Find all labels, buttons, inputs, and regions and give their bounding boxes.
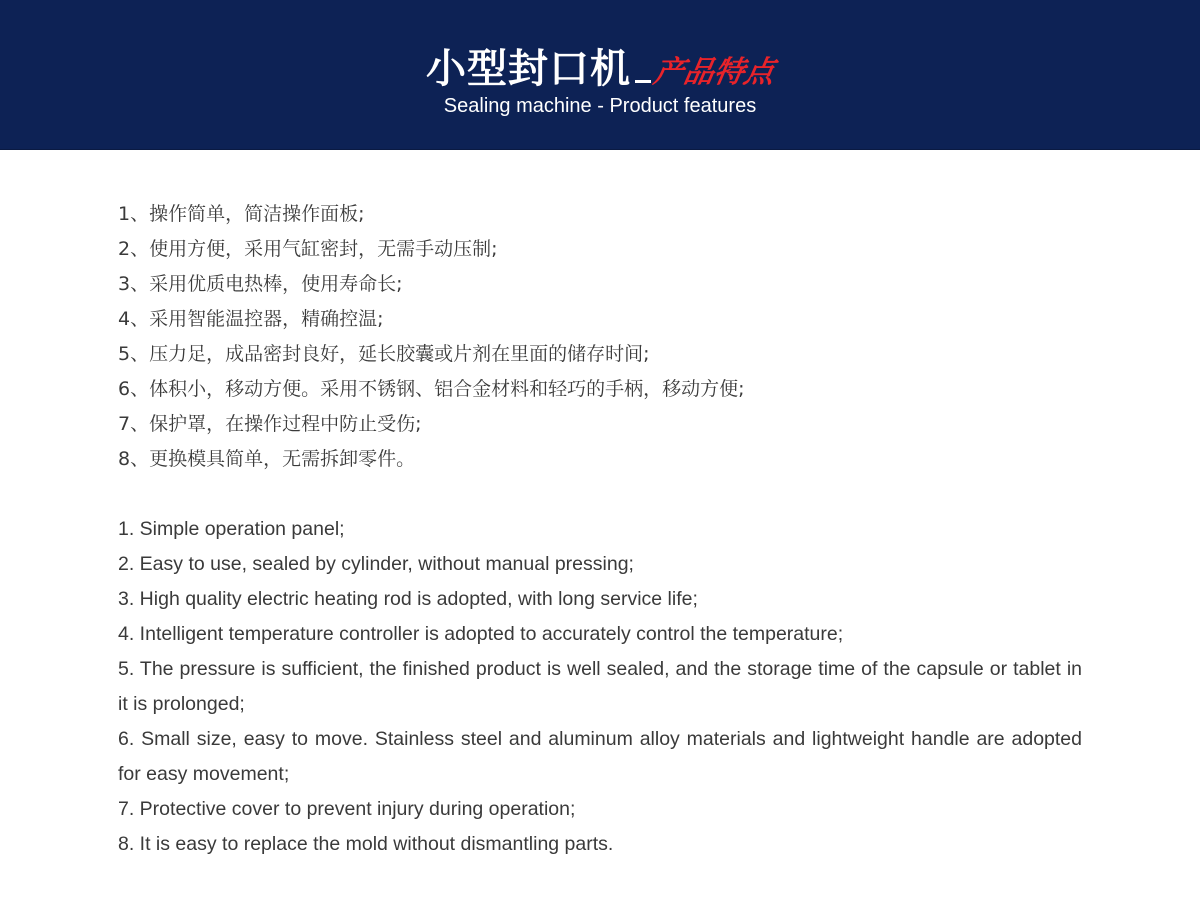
- feature-cn-1: 1、操作简单，简洁操作面板;: [118, 203, 365, 225]
- feature-en-4: 4. Intelligent temperature controller is adopted to accurately control the temperature;: [118, 623, 844, 645]
- feature-en-8: 8. It is easy to replace the mold without dismantling parts.: [118, 833, 614, 855]
- feature-cn-7: 7、保护罩，在操作过程中防止受伤;: [118, 413, 422, 435]
- feature-cn-6: 6、体积小，移动方便。采用不锈钢、铝合金材料和轻巧的手柄，移动方便;: [118, 378, 745, 400]
- feature-en-6: 6. Small size, easy to move. Stainless steel and aluminum alloy materials and lightweight handle are adopted for easy movement;: [118, 728, 1082, 785]
- feature-en-3: 3. High quality electric heating rod is adopted, with long service life;: [118, 588, 698, 610]
- features-content: [118, 197, 1082, 862]
- feature-en-1: 1. Simple operation panel;: [118, 518, 345, 540]
- feature-en-5: 5. The pressure is sufficient, the finished product is well sealed, and the storage time of the capsule or tablet in it is prolonged;: [118, 658, 1082, 715]
- page-subtitle: Sealing machine - Product features: [443, 95, 757, 117]
- feature-cn-3: 3、采用优质电热棒，使用寿命长;: [118, 273, 403, 295]
- feature-cn-8: 8、更换模具简单，无需拆卸零件。: [118, 448, 416, 470]
- title-dash: [635, 80, 651, 83]
- title-main: 小型封口机: [426, 46, 631, 92]
- feature-en-7: 7. Protective cover to prevent injury during operation;: [118, 798, 576, 820]
- feature-cn-2: 2、使用方便，采用气缸密封，无需手动压制;: [118, 238, 498, 260]
- features-list-english: [118, 512, 1082, 862]
- title-accent: 产品特点: [651, 55, 778, 90]
- feature-cn-4: 4、采用智能温控器，精确控温;: [118, 308, 384, 330]
- feature-cn-5: 5、压力足，成品密封良好，延长胶囊或片剂在里面的储存时间;: [118, 343, 650, 365]
- feature-en-2: 2. Easy to use, sealed by cylinder, without manual pressing;: [118, 553, 634, 575]
- features-list-chinese: [118, 197, 1082, 477]
- header-banner: [0, 0, 1200, 150]
